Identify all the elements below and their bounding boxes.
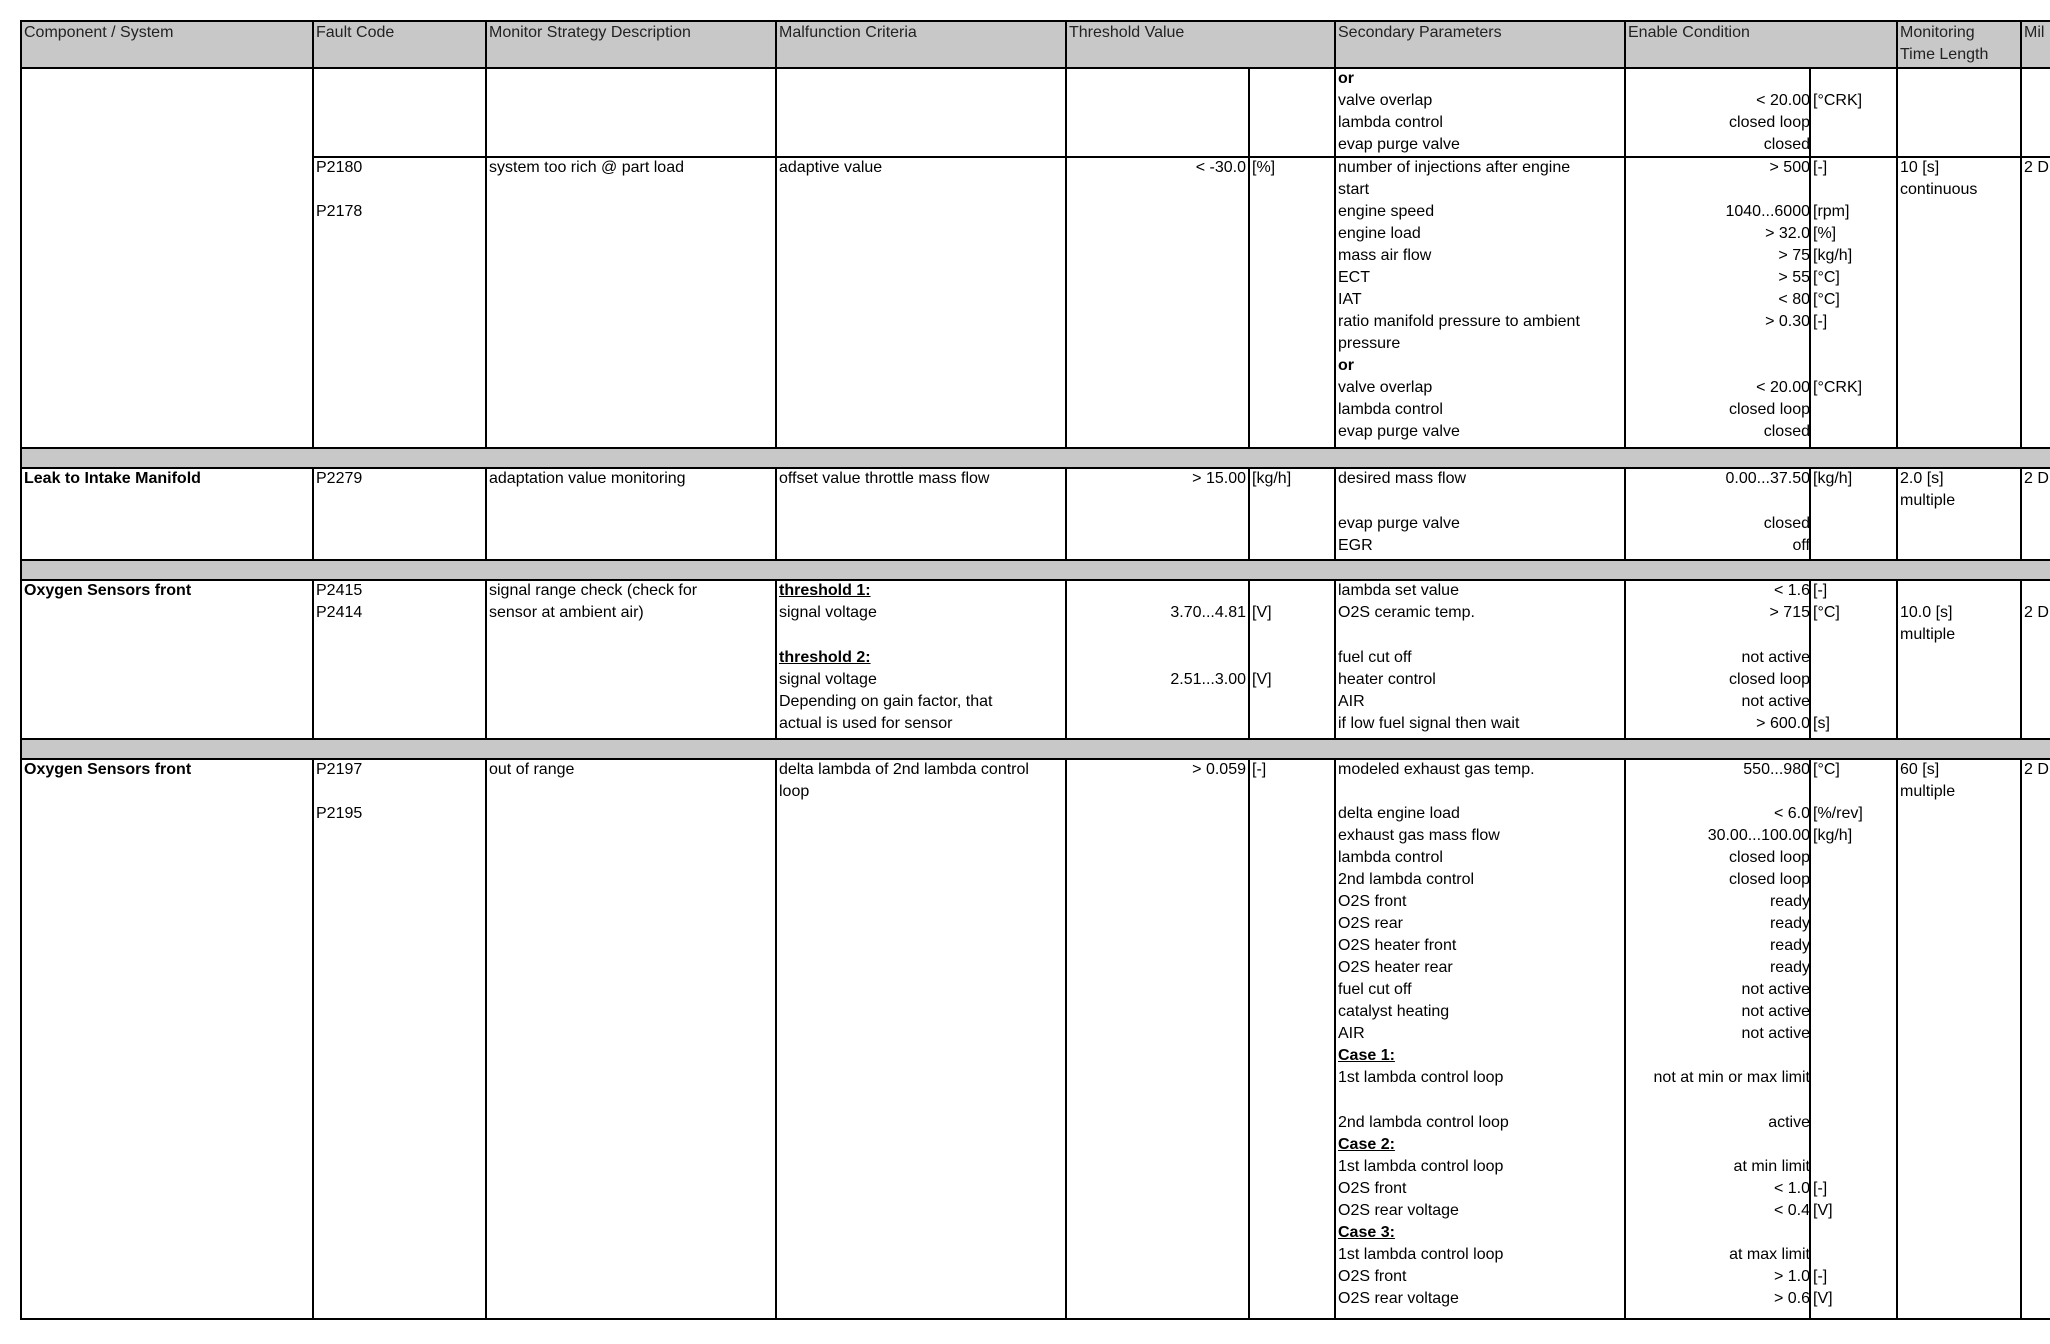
header-fault-code: Fault Code [316,24,395,41]
enable-value: at max limit [1729,1246,1810,1263]
mil-value: 2 D [2024,470,2049,487]
monitoring-time: 2.0 [s] [1900,470,1944,487]
header-malfunction-criteria: Malfunction Criteria [779,24,917,41]
section-separator [20,561,2050,579]
enable-unit: [V] [1813,1290,1833,1307]
column-border [1624,758,1626,1320]
header-monitoring: Monitoring [1900,24,1975,41]
param-label: IAT [1338,291,1362,308]
param-label: modeled exhaust gas temp. [1338,761,1535,778]
section-separator [20,449,2050,467]
column-border [1624,20,1626,449]
enable-value: ready [1769,959,1810,976]
param-label: AIR [1338,693,1365,710]
table-border [20,447,2050,449]
param-label: ratio manifold pressure to ambient [1338,313,1580,330]
enable-value: > 0.6 [1773,1290,1810,1307]
column-border [1065,20,1067,449]
enable-value: 0.00...37.50 [1725,470,1810,487]
monitoring-mode: multiple [1900,626,1956,643]
param-label: pressure [1338,335,1401,352]
enable-value: 550...980 [1743,761,1810,778]
param-label: evap purge valve [1338,423,1460,440]
case-heading: Case 3: [1338,1224,1395,1241]
param-label: EGR [1338,537,1373,554]
threshold-unit: [%] [1252,159,1276,176]
column-border [1334,758,1336,1320]
enable-unit: [°CRK] [1813,379,1863,396]
threshold-unit: [V] [1252,671,1272,688]
column-border [1065,467,1067,561]
enable-value: closed [1763,515,1810,532]
param-label: heater control [1338,671,1436,688]
header-mil: Mil [2024,24,2045,41]
monitor-description: out of range [489,761,575,778]
enable-value: not active [1741,981,1810,998]
threshold-value: > 0.059 [1192,761,1246,778]
column-border [1334,467,1336,561]
param-label: O2S front [1338,1268,1407,1285]
fault-code: P2195 [316,805,363,822]
param-label: 1st lambda control loop [1338,1158,1504,1175]
enable-unit: [-] [1813,1268,1828,1285]
param-label: valve overlap [1338,92,1433,109]
enable-value: closed [1763,136,1810,153]
monitor-description: signal range check (check for [489,582,698,599]
enable-value: active [1768,1114,1810,1131]
monitoring-time: 10.0 [s] [1900,604,1953,621]
param-label: lambda control [1338,849,1443,866]
enable-value: closed loop [1729,871,1810,888]
param-label: fuel cut off [1338,649,1412,666]
param-label: ECT [1338,269,1370,286]
threshold-value: < -30.0 [1195,159,1246,176]
enable-value: off [1792,537,1810,554]
enable-value: > 500 [1769,159,1810,176]
column-border [775,467,777,561]
monitoring-time: 60 [s] [1900,761,1940,778]
enable-unit: [s] [1813,715,1830,732]
header-threshold-value: Threshold Value [1069,24,1185,41]
header-enable-condition: Enable Condition [1628,24,1750,41]
threshold-value: 2.51...3.00 [1170,671,1246,688]
threshold-value: > 15.00 [1192,470,1246,487]
criteria-threshold-heading: threshold 1: [779,582,871,599]
monitor-description: adaptation value monitoring [489,470,686,487]
monitor-description: system too rich @ part load [489,159,684,176]
malfunction-criteria: offset value throttle mass flow [779,470,990,487]
column-border [1896,20,1898,449]
param-label: O2S heater front [1338,937,1457,954]
param-label: evap purge valve [1338,136,1460,153]
enable-value: > 600.0 [1756,715,1810,732]
header-secondary-parameters: Secondary Parameters [1338,24,1502,41]
enable-unit: [°C] [1813,269,1840,286]
enable-value: < 80 [1778,291,1810,308]
table-border [20,738,2050,740]
param-label: lambda control [1338,401,1443,418]
enable-unit: [°CRK] [1813,92,1863,109]
fault-code: P2414 [316,604,363,621]
column-border [2020,579,2022,740]
enable-value: ready [1769,937,1810,954]
column-border [1065,579,1067,740]
column-border [20,20,22,1320]
threshold-value: 3.70...4.81 [1170,604,1246,621]
mil-value: 2 D [2024,761,2049,778]
column-border [775,20,777,449]
monitoring-mode: continuous [1900,181,1978,198]
param-label: fuel cut off [1338,981,1412,998]
fault-code: P2415 [316,582,363,599]
param-label: O2S front [1338,1180,1407,1197]
monitor-description: sensor at ambient air) [489,604,644,621]
column-border [2020,467,2022,561]
enable-value: > 715 [1769,604,1810,621]
enable-unit: [°C] [1813,604,1840,621]
param-label: 1st lambda control loop [1338,1069,1504,1086]
threshold-unit: [kg/h] [1252,470,1292,487]
section-separator [20,740,2050,758]
param-label: lambda control [1338,114,1443,131]
enable-unit: [-] [1813,159,1828,176]
table-border [20,559,2050,561]
param-label: mass air flow [1338,247,1432,264]
enable-value: not at min or max limit [1653,1069,1810,1086]
param-label: exhaust gas mass flow [1338,827,1500,844]
enable-value: closed [1763,423,1810,440]
enable-value: ready [1769,915,1810,932]
malfunction-criteria: delta lambda of 2nd lambda control [779,761,1029,778]
fault-code: P2180 [316,159,363,176]
enable-value: closed loop [1729,671,1810,688]
enable-value: < 6.0 [1773,805,1810,822]
case-heading: Case 1: [1338,1047,1395,1064]
column-border [485,467,487,561]
column-border [312,758,314,1320]
column-border [1065,758,1067,1320]
mil-value: 2 D [2024,159,2049,176]
column-border [312,467,314,561]
column-border [1896,758,1898,1320]
enable-value: not active [1741,1025,1810,1042]
column-border [1334,20,1336,449]
enable-value: > 0.30 [1765,313,1810,330]
malfunction-criteria-note: actual is used for sensor [779,715,953,732]
param-label: catalyst heating [1338,1003,1450,1020]
column-border [312,20,314,449]
component-name: Oxygen Sensors front [24,582,192,599]
enable-unit: [°C] [1813,761,1840,778]
param-label: delta engine load [1338,805,1460,822]
header-time-length: Time Length [1900,46,1989,63]
fault-code: P2178 [316,203,363,220]
column-border [485,758,487,1320]
enable-value: < 1.6 [1773,582,1810,599]
malfunction-criteria: loop [779,783,810,800]
column-border [485,20,487,449]
column-border [1248,579,1250,740]
param-label: number of injections after engine [1338,159,1571,176]
column-border [1624,579,1626,740]
fault-code: P2197 [316,761,363,778]
table-border [20,1318,2050,1320]
enable-value: < 20.00 [1756,92,1810,109]
enable-unit: [kg/h] [1813,470,1853,487]
column-border [1624,467,1626,561]
component-name: Leak to Intake Manifold [24,470,201,487]
case-heading: Case 2: [1338,1136,1395,1153]
enable-value: > 75 [1778,247,1810,264]
param-label: O2S rear voltage [1338,1290,1459,1307]
param-label: engine load [1338,225,1421,242]
param-label: engine speed [1338,203,1435,220]
column-border [312,579,314,740]
enable-value: 1040...6000 [1725,203,1810,220]
criteria-threshold-heading: threshold 2: [779,649,871,666]
column-border [1896,467,1898,561]
malfunction-criteria: signal voltage [779,604,877,621]
enable-unit: [kg/h] [1813,247,1853,264]
enable-value: > 32.0 [1765,225,1810,242]
param-label: valve overlap [1338,379,1433,396]
param-label: or [1338,70,1354,87]
threshold-unit: [V] [1252,604,1272,621]
header-monitor-strategy: Monitor Strategy Description [489,24,691,41]
enable-unit: [-] [1813,582,1828,599]
param-label: O2S rear voltage [1338,1202,1459,1219]
param-label: or [1338,357,1354,374]
monitoring-time: 10 [s] [1900,159,1940,176]
enable-value: not active [1741,693,1810,710]
enable-value: ready [1769,893,1810,910]
enable-value: < 1.0 [1773,1180,1810,1197]
enable-value: < 0.4 [1773,1202,1810,1219]
enable-value: closed loop [1729,401,1810,418]
enable-unit: [-] [1813,313,1828,330]
param-label: evap purge valve [1338,515,1460,532]
column-border [1896,579,1898,740]
enable-unit: [kg/h] [1813,827,1853,844]
param-label: start [1338,181,1370,198]
param-label: O2S ceramic temp. [1338,604,1475,621]
monitoring-mode: multiple [1900,783,1956,800]
enable-value: not active [1741,649,1810,666]
column-border [775,758,777,1320]
param-label: if low fuel signal then wait [1338,715,1520,732]
param-label: O2S heater rear [1338,959,1453,976]
enable-unit: [°C] [1813,291,1840,308]
component-name: Oxygen Sensors front [24,761,192,778]
column-border [1334,579,1336,740]
enable-value: closed loop [1729,849,1810,866]
enable-value: > 55 [1778,269,1810,286]
enable-unit: [%/rev] [1813,805,1863,822]
param-label: 2nd lambda control loop [1338,1114,1509,1131]
param-label: AIR [1338,1025,1365,1042]
malfunction-criteria-note: Depending on gain factor, that [779,693,993,710]
column-border [775,579,777,740]
column-border [2020,758,2022,1320]
enable-value: > 1.0 [1773,1268,1810,1285]
malfunction-criteria: signal voltage [779,671,877,688]
column-border [485,579,487,740]
param-label: desired mass flow [1338,470,1467,487]
param-label: O2S front [1338,893,1407,910]
monitoring-mode: multiple [1900,492,1956,509]
param-label: 1st lambda control loop [1338,1246,1504,1263]
column-border [1248,758,1250,1320]
column-border [2020,20,2022,449]
enable-unit: [rpm] [1813,203,1850,220]
param-label: 2nd lambda control [1338,871,1475,888]
malfunction-criteria: adaptive value [779,159,883,176]
column-border [1248,467,1250,561]
threshold-unit: [-] [1252,761,1267,778]
mil-value: 2 D [2024,604,2049,621]
enable-value: at min limit [1733,1158,1810,1175]
table-border [20,67,2050,69]
enable-unit: [V] [1813,1202,1833,1219]
column-border [1248,67,1250,449]
enable-value: not active [1741,1003,1810,1020]
param-label: lambda set value [1338,582,1459,599]
enable-value: closed loop [1729,114,1810,131]
param-label: O2S rear [1338,915,1403,932]
enable-value: < 20.00 [1756,379,1810,396]
header-component: Component / System [24,24,174,41]
enable-unit: [%] [1813,225,1837,242]
fault-code: P2279 [316,470,363,487]
enable-unit: [-] [1813,1180,1828,1197]
enable-value: 30.00...100.00 [1707,827,1810,844]
